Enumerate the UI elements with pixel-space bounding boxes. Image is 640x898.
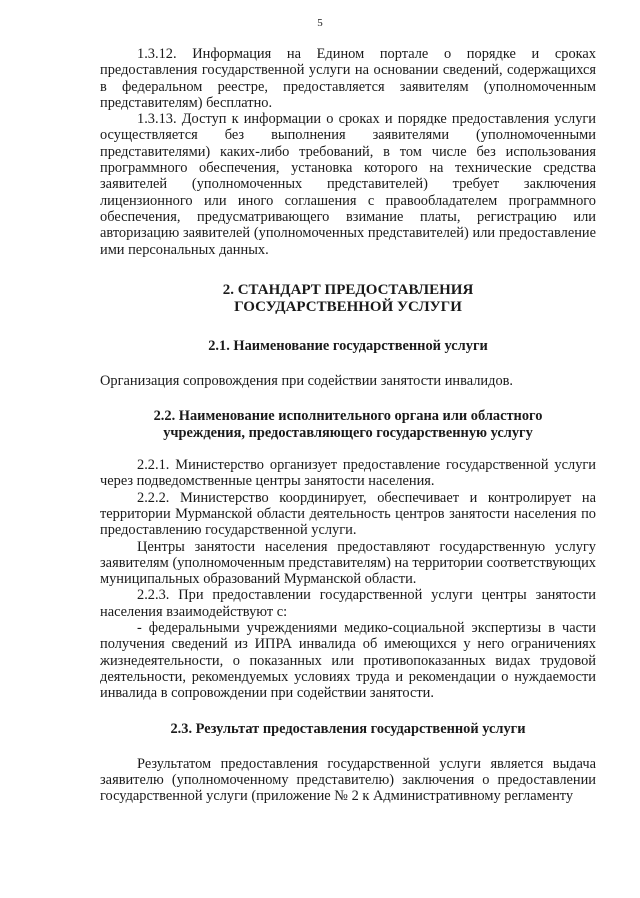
section-2-1-title: 2.1. Наименование государственной услуги bbox=[208, 337, 488, 354]
section-2-title-line-2: ГОСУДАРСТВЕННОЙ УСЛУГИ bbox=[234, 298, 462, 315]
paragraph-1-3-13: 1.3.13. Доступ к информации о сроках и порядке предоставления услуги осуществляется без выполнения заявителями (уполномоченными представителями) каких-либо требований, в том числе без использования программного обеспечения, установка которого на технические средства заявителей (уполномоченных представителей) требует заключения лицензионного или иного соглашения с правообладателем программного обеспечения, предусматривающего взимание платы, регистрацию или авторизацию заявителей (уполномоченных представителей) или предоставление ими персональных данных. bbox=[100, 111, 596, 258]
paragraph-1-3-12: 1.3.12. Информация на Едином портале о порядке и сроках предоставления государственной услуги на основании сведений, содержащихся в федеральном реестре, предоставляется заявителям (уполномоченным представителям) бесплатно. bbox=[100, 46, 596, 111]
document-body bbox=[100, 46, 596, 805]
paragraph-2-2-1: 2.2.1. Министерство организует предоставление государственной услуги через подведомственные центры занятости населения. bbox=[100, 457, 596, 490]
section-2-2-title-line-1: 2.2. Наименование исполнительного органа или областного bbox=[153, 408, 543, 425]
section-2-2-title bbox=[100, 408, 596, 441]
section-2-3-title: 2.3. Результат предоставления государственной услуги bbox=[170, 720, 526, 737]
paragraph-medical-expertise: - федеральными учреждениями медико-социальной экспертизы в части получения сведений из ИПРА инвалида об имеющихся у него ограничениях жизнедеятельности, о показанных или противопоказанных видах трудовой деятельности, рекомендуемых условиях труда и рекомендации о нуждаемости инвалида в сопровождении при содействии занятости. bbox=[100, 620, 596, 702]
paragraph-employment-centers: Центры занятости населения предоставляют государственную услугу заявителям (уполномоченным представителям) на территории соответствующих муниципальных образований Мурманской области. bbox=[100, 538, 596, 588]
paragraph-2-2-2: 2.2.2. Министерство координирует, обеспечивает и контролирует на территории Мурманской области деятельность центров занятости населения по предоставлению государственной услуги. bbox=[100, 489, 596, 539]
paragraph-2-2-3: 2.2.3. При предоставлении государственной услуги центры занятости населения взаимодействуют с: bbox=[100, 587, 596, 620]
section-2-title bbox=[100, 282, 596, 316]
section-2-1-text: Организация сопровождения при содействии занятости инвалидов. bbox=[100, 373, 514, 390]
page-number: 5 bbox=[317, 17, 323, 29]
paragraph-2-3-result: Результатом предоставления государственной услуги является выдача заявителю (уполномоченному представителю) заключения о предоставлении государственной услуги (приложение № 2 к Административному регламенту bbox=[100, 755, 596, 805]
section-2-title-line-1: 2. СТАНДАРТ ПРЕДОСТАВЛЕНИЯ bbox=[222, 281, 474, 298]
section-2-2-title-line-2: учреждения, предоставляющего государственную услугу bbox=[163, 424, 533, 441]
